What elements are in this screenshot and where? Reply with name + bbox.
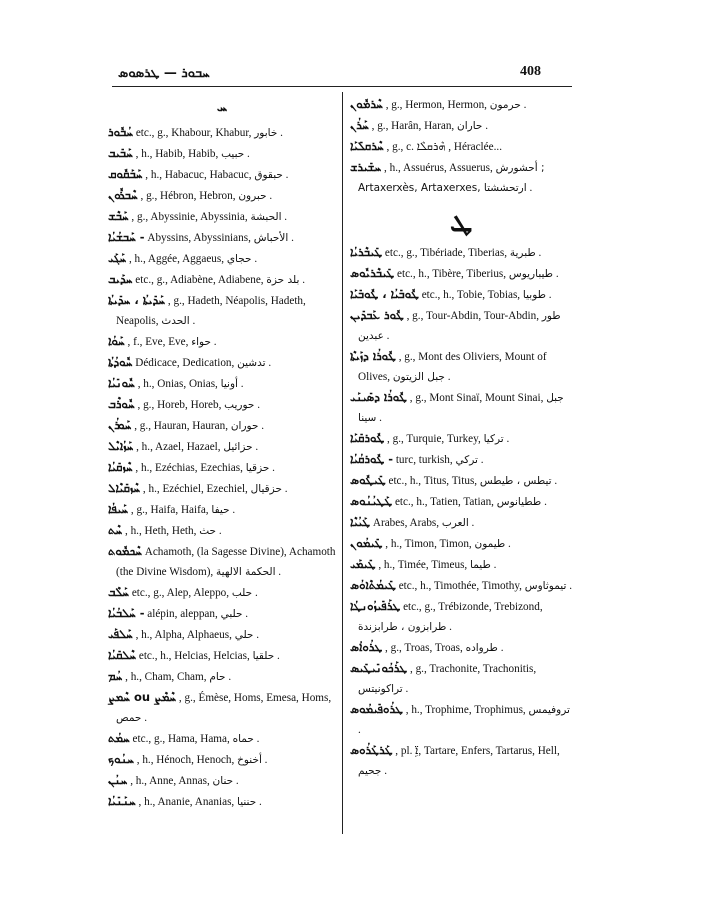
entry: ܛܪܳܘܦܺܝܡܳܘܣ , h., Trophime, Trophimus, تروفيمس . (350, 702, 570, 736)
entry: ܚܰܒܰܩܽܘܩ , h., Habacuc, Habacuc, حبقوق . (108, 167, 289, 181)
entry: ܚܽܘܢܺܝܳܐ , h., Onias, Onias, أونيا . (108, 376, 244, 390)
entry: ܚܽܘܕܳܬܳܐ Dédicace, Dedication, تدشين . (108, 355, 272, 369)
entry: ܚܶܠܩܺܝܳܐ etc., h., Helcias, Helcias, حلقيا . (108, 648, 280, 662)
entry: ܛܽܘܪܳܐ ܕܙܰܝܬܶܐ , g., Mont des Oliviers, Mount of Olives, جبل الزيتون . (350, 349, 547, 383)
entry: ܚܰܘܳܐ , f., Eve, Eve, حواء . (108, 334, 217, 348)
entry: ܚܰܘܪܳܢ , g., Hauran, Hauran, حوران . (108, 418, 265, 432)
entry: ܚܰܝܦܳܐ , g., Haifa, Haifa, حيفا . (108, 502, 236, 516)
entry: ܚܶܟܡܽܘܬ Achamoth, (la Sagesse Divine), Achamoth (the Divine Wisdom), الحكمة الالهية . (108, 544, 336, 578)
entry: ܛܽܘܪܩܳܝܳܐ - turc, turkish, تركي . (350, 452, 484, 466)
section-heading-left: ܚ (216, 100, 228, 115)
right-entry-list (350, 242, 572, 781)
entry: ܛܺܝܛܽܘܣ etc., h., Titus, Titus, تيطس ، طيطس . (350, 473, 558, 487)
entry: ܚܶܙܩܺܝܶܐܠ , h., Ezéchiel, Ezechiel, حزقيال . (108, 481, 288, 495)
entry: ܚܰܠܒܳܝܳܐ - alépin, aleppan, حلبي . (108, 606, 249, 620)
entry: ܛܽܘܪܩܺܝܰܐ , g., Turquie, Turkey, تركيا . (350, 431, 510, 445)
entry: ܚܰܓܰܝ , h., Aggée, Aggaeus, حجاي . (108, 251, 258, 265)
entry: ܚܽܘܪܶܒ , g., Horeb, Horeb, حوريب . (108, 397, 260, 411)
entry: ܚܰܕܺܝܬܳܐ ، ܚܕܺܝܬܳܐ , g., Hadeth, Néapolis, Hadeth, Neapolis, الحدث . (108, 293, 306, 327)
entry: ܚܶܬ , h., Heth, Heth, حث . (108, 523, 222, 537)
left-entry-list (108, 122, 336, 812)
entry: ܚܫܺܝܪܫ , h., Assuérus, Assuerus, أحشورش ; Artaxerxès, Artaxerxes, ارتحششتا . (350, 160, 545, 194)
entry: ܛܺܝܡܳܘܢ , h., Timon, Timon, طيمون . (350, 536, 511, 550)
entry: ܚܰܪܳܢ , g., Harân, Haran, حاران . (350, 118, 489, 132)
entry: ܚܳܡ , h., Cham, Cham, حام . (108, 669, 232, 683)
entry: ܛܪܰܦܺܝܙܳܘܢܛܳܐ etc., g., Trébizonde, Trebizond, طرابزون ، طرابزندة . (350, 599, 543, 633)
entry: ܚܶܡܨ ou ܚܶܡܶܨ , g., Émèse, Homs, Emesa, Homs, حمص . (108, 690, 332, 724)
entry: ܛܰܛܝܳܢܳܘܣ etc., h., Tatien, Tatian, ططيانوس . (350, 494, 547, 508)
entry: ܚܶܪܡܽܘܢ , g., Hermon, Hermon, حرمون . (350, 97, 527, 111)
entry: ܚܡܳܬ etc., g., Hama, Hama, حماه . (108, 731, 260, 745)
entry: ܛܺܝܡܳܬܶܐܘܳܣ etc., h., Timothée, Timothy, تيموثاوس . (350, 578, 572, 592)
entry: ܛܰܪܛܰܪܳܘܣ , pl. ܐܹ̈, Tartare, Enfers, Tartarus, Hell, جحيم . (350, 743, 560, 777)
entry: ܚܰܠܶܒ etc., g., Alep, Aleppo, حلب . (108, 585, 258, 599)
entry: ܚܶܙܩܺܝܳܐ , h., Ezéchias, Ezechias, حزقيا . (108, 460, 275, 474)
entry: ܛܺܝܒܶܪܝܳܐ etc., g., Tibériade, Tiberias, طبرية . (350, 245, 542, 259)
entry: ܚܰܙܳܐܝܶܠ , h., Azael, Hazael, حزائيل . (108, 439, 259, 453)
column-divider (342, 92, 343, 834)
right-entry-list-top (350, 94, 572, 198)
entry: ܛܪܳܘܐܳܣ , g., Troas, Troas, طرواده . (350, 640, 504, 654)
header-rule (112, 86, 572, 87)
entry: ܚܢܳܘܟ , h., Hénoch, Henoch, أخنوخ . (108, 752, 268, 766)
entry: ܚܰܠܦܰܝ , h., Alpha, Alphaeus, حلي . (108, 627, 259, 641)
running-head: ܚܒܘܪ — ܛܪܣܘܣ (118, 66, 210, 81)
entry: ܛܽܘܒܺܝܳܐ ، ܛܽܘܒܺܝܰܐ etc., h., Tobie, Tobias, طوبيا . (350, 287, 552, 301)
entry: ܚܰܒܺܝܒ , h., Habib, Habib, حبيب . (108, 146, 250, 160)
page-number: 408 (520, 64, 541, 79)
entry: ܚܕܰܝܒ etc., g., Adiabène, Adiabene, بلد حزة . (108, 272, 306, 286)
entry: ܛܺܝܡܰܝ , h., Timée, Timeus, طيما . (350, 557, 497, 571)
entry: ܛܽܘܪܳܐ ܕܣܺܝܢܰܝ , g., Mont Sinaï, Mount Sinai, جبل سينا . (350, 390, 564, 424)
entry: ܚܰܒܫܳܝܳܐ - Abyssins, Abyssinians, الأحباش . (108, 230, 294, 244)
entry: ܛܽܘܪ ܥܰܒܕܺܝܢ , g., Tour-Abdin, Tour-Abdin, طور عبدين . (350, 308, 561, 342)
entry: ܛܰܝܳܝܶܐ Arabes, Arabs, العرب . (350, 515, 475, 529)
entry: ܛܪܰܟܳܘܢܺܝܛܺܝܣ , g., Trachonite, Trachonitis, تراكونيتس . (350, 661, 537, 695)
entry: ܚܢܰܢܺܝܳܐ , h., Ananie, Ananias, حننيا . (108, 794, 262, 808)
entry: ܚܶܪܩܠܺܝܰܐ , g., c. ܗܶܪܩܠܶܐ , Héraclée... (350, 139, 502, 153)
entry: ܚܶܒܪܽܘܢ , g., Hébron, Hebron, حبرون . (108, 188, 273, 202)
entry: ܛܺܝܒܶܪܝܽܘܣ etc., h., Tibère, Tiberius, طيباريوس . (350, 266, 559, 280)
section-letter-right: ܛ (449, 205, 473, 238)
entry: ܚܰܒܶܫ , g., Abyssinie, Abyssinia, الحبشة . (108, 209, 288, 223)
entry: ܚܳܒܽܘܪ etc., g., Khabour, Khabur, خابور . (108, 125, 283, 139)
entry: ܚܢܳܢ , h., Anne, Annas, حنان . (108, 773, 239, 787)
